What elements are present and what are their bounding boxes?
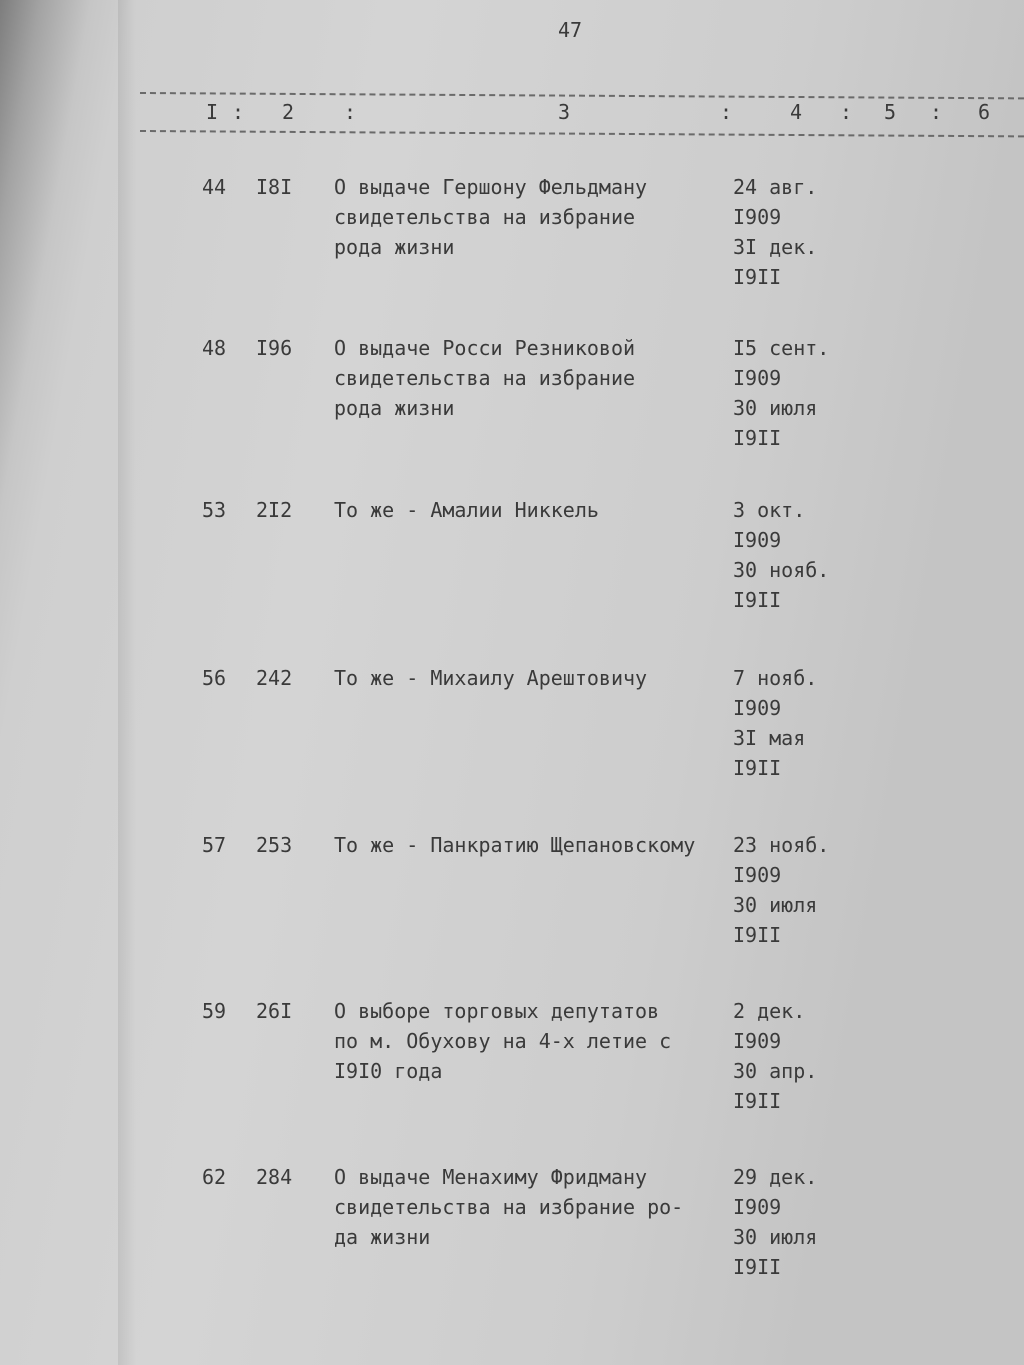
column-separator: : xyxy=(344,100,357,124)
column-header-6: 6 xyxy=(978,100,991,124)
record-number: 57 xyxy=(202,833,227,857)
record-title-line: То же - Михаилу Арештовичу xyxy=(334,666,648,690)
record-date-line: 30 апр. xyxy=(733,1059,818,1083)
record-date-line: 3 окт. xyxy=(733,498,806,522)
record-title-line: рода жизни xyxy=(334,235,455,259)
record-title-line: О выдаче Росси Резниковой xyxy=(334,336,636,360)
record-date-line: I5 сент. xyxy=(733,336,830,360)
record-date-line: 30 июля xyxy=(733,893,818,917)
record-date-line: I909 xyxy=(733,1195,782,1219)
record-date-line: I9II xyxy=(733,265,782,289)
record-number: 53 xyxy=(202,498,227,522)
record-date-line: I909 xyxy=(733,205,782,229)
record-dates xyxy=(733,333,883,453)
column-separator: : xyxy=(232,100,245,124)
record-title-line: свидетельства на избрание ро- xyxy=(334,1195,684,1219)
record-title-line: I9I0 года xyxy=(334,1059,443,1083)
record-number: 62 xyxy=(202,1165,227,1189)
record-date-line: 30 июля xyxy=(733,1225,818,1249)
record-date-line: 29 дек. xyxy=(733,1165,818,1189)
record-number: 48 xyxy=(202,336,227,360)
column-header-5: 5 xyxy=(884,100,897,124)
record-title-line: по м. Обухову на 4-х летие с xyxy=(334,1029,672,1053)
header-bottom-rule xyxy=(140,130,1024,137)
record-dates xyxy=(733,996,883,1116)
record-title-line: рода жизни xyxy=(334,396,455,420)
record-date-line: I9II xyxy=(733,923,782,947)
record-number: 44 xyxy=(202,175,227,199)
file-number: 253 xyxy=(256,833,293,857)
record-date-line: I9II xyxy=(733,588,782,612)
record-date-line: I909 xyxy=(733,528,782,552)
record-date-line: 30 нояб. xyxy=(733,558,830,582)
file-number: I96 xyxy=(256,336,293,360)
record-date-line: I909 xyxy=(733,1029,782,1053)
file-number: 284 xyxy=(256,1165,293,1189)
record-dates xyxy=(733,830,883,950)
record-date-line: 3I дек. xyxy=(733,235,818,259)
page-number: 47 xyxy=(557,18,583,42)
file-number: 242 xyxy=(256,666,293,690)
record-title xyxy=(334,333,729,423)
record-date-line: 7 нояб. xyxy=(733,666,818,690)
column-separator: : xyxy=(930,100,943,124)
record-date-line: 3I мая xyxy=(733,726,806,750)
record-title-line: О выборе торговых депутатов xyxy=(334,999,660,1023)
record-date-line: I909 xyxy=(733,696,782,720)
file-number: 26I xyxy=(256,999,293,1023)
record-title-line: То же - Амалии Никкель xyxy=(334,498,599,522)
column-header-4: 4 xyxy=(790,100,803,124)
record-title-line: О выдаче Менахиму Фридману xyxy=(334,1165,648,1189)
record-date-line: I9II xyxy=(733,756,782,780)
record-title xyxy=(334,996,729,1086)
adjacent-page-margin xyxy=(0,0,120,1365)
record-title-line: свидетельства на избрание xyxy=(334,366,636,390)
record-title-line: О выдаче Гершону Фельдману xyxy=(334,175,648,199)
record-dates xyxy=(733,495,883,615)
column-header-row xyxy=(0,98,1024,128)
record-date-line: 24 авг. xyxy=(733,175,818,199)
record-title xyxy=(334,663,729,693)
record-title-line: То же - Панкратию Щепановскому xyxy=(334,833,696,857)
page-fold-shadow xyxy=(118,0,136,1365)
column-header-3: 3 xyxy=(558,100,571,124)
column-separator: : xyxy=(840,100,853,124)
record-title-line: да жизни xyxy=(334,1225,431,1249)
column-header-2: 2 xyxy=(282,100,295,124)
record-number: 56 xyxy=(202,666,227,690)
record-date-line: 23 нояб. xyxy=(733,833,830,857)
record-date-line: 30 июля xyxy=(733,396,818,420)
record-date-line: I909 xyxy=(733,863,782,887)
record-title xyxy=(334,830,729,860)
record-title-line: свидетельства на избрание xyxy=(334,205,636,229)
record-date-line: I9II xyxy=(733,426,782,450)
column-separator: : xyxy=(720,100,733,124)
record-date-line: 2 дек. xyxy=(733,999,806,1023)
record-date-line: I909 xyxy=(733,366,782,390)
record-number: 59 xyxy=(202,999,227,1023)
record-dates xyxy=(733,172,883,292)
record-title xyxy=(334,1162,729,1252)
file-number: 2I2 xyxy=(256,498,293,522)
record-date-line: I9II xyxy=(733,1089,782,1113)
record-date-line: I9II xyxy=(733,1255,782,1279)
record-dates xyxy=(733,663,883,783)
record-title xyxy=(334,495,729,525)
record-title xyxy=(334,172,729,262)
record-dates xyxy=(733,1162,883,1282)
file-number: I8I xyxy=(256,175,293,199)
column-header-1: I xyxy=(206,100,219,124)
